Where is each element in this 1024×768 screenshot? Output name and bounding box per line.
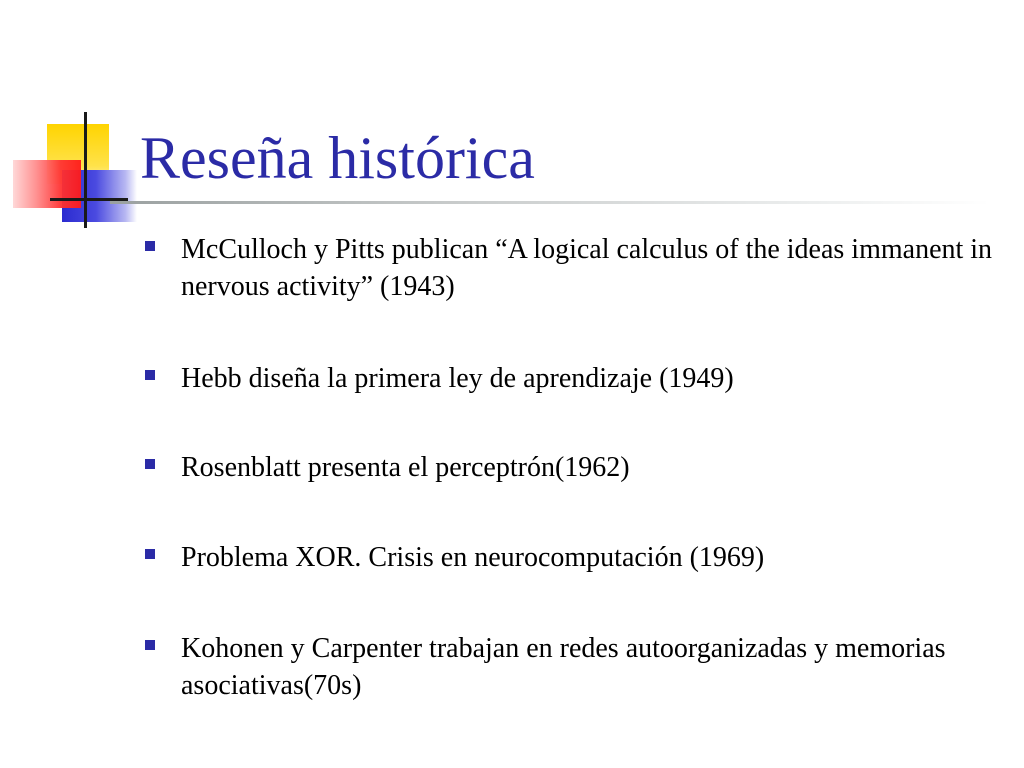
- square-bullet-icon: [145, 370, 155, 380]
- square-bullet-icon: [145, 459, 155, 469]
- slide-title: Reseña histórica: [140, 125, 535, 191]
- bullet-text: McCulloch y Pitts publican “A logical calculus of the ideas immanent in nervous activity” (1943): [181, 234, 993, 302]
- title-divider: [110, 201, 990, 204]
- bullet-text: Hebb diseña la primera ley de aprendizaje (1949): [181, 363, 734, 394]
- square-bullet-icon: [145, 640, 155, 650]
- square-bullet-icon: [145, 241, 155, 251]
- bullet-text: Kohonen y Carpenter trabajan en redes autoorganizadas y memorias asociativas(70s): [181, 633, 946, 701]
- logo-vertical-line-icon: [84, 112, 87, 228]
- bullet-text: Rosenblatt presenta el perceptrón(1962): [181, 452, 630, 483]
- bullet-text: Problema XOR. Crisis en neurocomputación (1969): [181, 542, 765, 573]
- square-bullet-icon: [145, 549, 155, 559]
